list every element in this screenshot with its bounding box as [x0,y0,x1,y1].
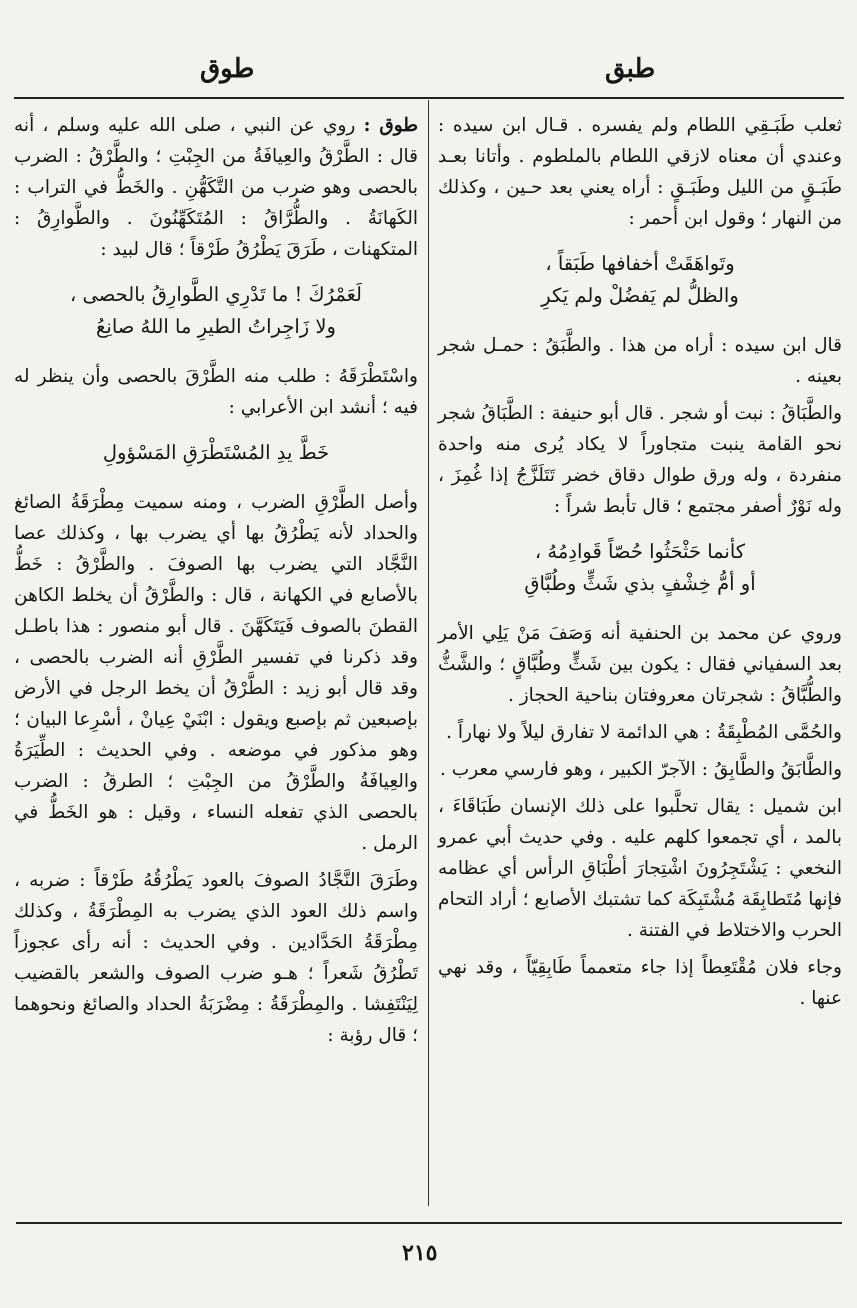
verse [438,536,842,600]
verse [14,437,418,469]
column-divider [428,100,429,1206]
paragraph: والحُمَّى المُطْبِقَةُ : هي الدائمة لا تفارق ليلاً ولا نهاراً . [446,722,842,743]
verse-line: أو أمُّ خِشْفٍ بذي شَثٍّ وطُبَّاقِ [524,572,756,595]
entry-text: روي عن النبي ، صلى الله عليه وسلم ، أنه قال : الطَّرْقُ والعِيافَةُ من الجِبْتِ ؛ والطَّرْقُ : الضرب بالحصى وهو ضرب من التَّكَهُّنِ . والخَطُّ في التراب : الكَهانَةُ . والطُّرَّاقُ : المُتَكَهِّنُونَ . والطَّوارِقُ : المتكهنات ، طَرَقَ يَطْرُقُ طَرْقاً ؛ قال لبيد : [14,115,418,260]
verse-line: لَعَمْرُكَ ! ما تَدْرِي الطَّوارِقُ بالحصى ، [70,283,362,306]
paragraph: واسْتَطْرَقَهُ : طلب منه الطَّرْقَ بالحصى وأن ينظر له فيه ؛ أنشد ابن الأعرابي : [14,366,418,418]
footer-rule [16,1222,842,1224]
paragraph: والطَّابَقُ والطَّابِقُ : الآجرّ الكبير ، وهو فارسي معرب . [440,759,842,780]
paragraph: ثعلب طَبَـقِي اللطام ولم يفسره . قـال ابن سيده : وعندي أن معناه لازقي اللطام بالملطوم . وأتانا بعـد طَبَـقٍ من الليل وطَبَـقٍ : أراه يعني بعد حـين ، وكذلك من النهار ؛ وقول ابن أحمر : [438,115,842,229]
verse-line: كأنما حَثْحَثُوا حُصّاً قَوادِمُهُ ، [534,540,746,563]
paragraph [14,110,418,265]
paragraph: وطَرَقَ النَّجَّادُ الصوفَ بالعود يَطْرُقُهُ طَرْقاً : ضربه ، واسم ذلك العود الذي يضرب به المِطْرَقَةُ ، وكذلك مِطْرَقَةُ الحَدَّادين . وفي الحديث : أنه رأى عجوزاً تَطْرُقُ شَعراً ؛ هـو ضرب الصوف والشعر بالقضيب لِيَنْتَفِشا . والمِطْرَقَةُ : مِضْرَبَةُ الحداد والصائغ ونحوهما ؛ قال رؤبة : [14,870,418,1046]
verse-line: والظلُّ لم يَفضُلْ ولم يَكرِ [541,284,739,307]
paragraph: قال ابن سيده : أراه من هذا . والطَّبَقُ : حمـل شجر بعينه . [438,335,842,387]
header-root-right: طبق [605,54,656,84]
verse [14,279,418,343]
entry-headword: طوق : [363,115,419,136]
paragraph: والطَّبَاقُ : نبت أو شجر . قال أبو حنيفة : الطَّبَاقُ شجر نحو القامة ينبت متجاوراً لا يكاد يُرى منه واحدة منفردة ، وله ورق طوال دقاق خضر تَتَلَزَّجُ إذا غُمِزَ ، وله نَوْرٌ أصفر مجتمع ؛ قال تأبط شراً : [438,403,842,517]
verse-line: وتَواهَقَتْ أخفافها طَبَقاً ، [545,252,735,275]
header-rule [14,97,844,99]
left-column [14,110,418,1057]
paragraph: وجاء فلان مُقْتَعِطاً إذا جاء متعمماً طَابِقِيّاً ، وقد نهي عنها . [438,957,842,1009]
paragraph: وروي عن محمد بن الحنفية أنه وَصَفَ مَنْ يَلِي الأمر بعد السفياني فقال : يكون بين شَثٍّ وطُبَّاقٍ ؛ والشَّثُّ والطُّبَّاقُ : شجرتان معروفتان بناحية الحجاز . [438,623,842,706]
verse [438,248,842,312]
paragraph: وأصل الطَّرْقِ الضرب ، ومنه سميت مِطْرَقَةُ الصائغ والحداد لأنه يَطْرُقُ بها أي يضرب بها ، وكذلك عصا النَّجَّاد التي يضرب بها الصوفَ . والطَّرْقُ : خَطُّ بالأصابع في الكهانة ، قال : والطَّرْقُ أن يخلط الكاهن القطنَ بالصوف فَيَتَكَهَّنَ . قال أبو منصور : هذا باطـل وقد ذكرنا في تفسير الطَّرْقِ أنه الضرب بالحصى ، وقد قال أبو زيد : الطَّرْقُ أن يخط الرجل في الأرض بإصبعين ثم بإصبع ويقول : ابْنَيْ عِيانْ ، أسْرِعا البيان ؛ وهو مذكور في موضعه . وفي الحديث : الطِّيَرَةُ والعِيافَةُ والطَّرْقُ من الجِبْتِ ؛ الطرقُ : الضرب بالحصى الذي تفعله النساء ، وقيل : هو الخَطُّ في الرمل . [14,492,418,854]
paragraph: ابن شميل : يقال تحلَّبوا على ذلك الإنسان طَبَاقَاءَ ، بالمد ، أي تجمعوا كلهم عليه . وفي حديث أبي عمرو النخعي : يَشْتَجِرُونَ اشْتِجارَ أطْبَاقِ الرأس أي عظامه فإنها مُتَطابِقَة مُشْتَبِكَة كما تشتبك الأصابع ؛ أراد التحام الحرب والاختلاط في الفتنة . [438,796,842,941]
verse-line: خَطَّ يدِ المُسْتَطْرَقِ المَسْؤولِ [102,441,330,464]
right-column [438,110,842,1020]
header-root-left: طوق [200,54,255,84]
verse-line: ولا زَاجِراتُ الطيرِ ما اللهُ صانِعُ [96,315,336,338]
page-number: ٢١٥ [402,1240,438,1266]
